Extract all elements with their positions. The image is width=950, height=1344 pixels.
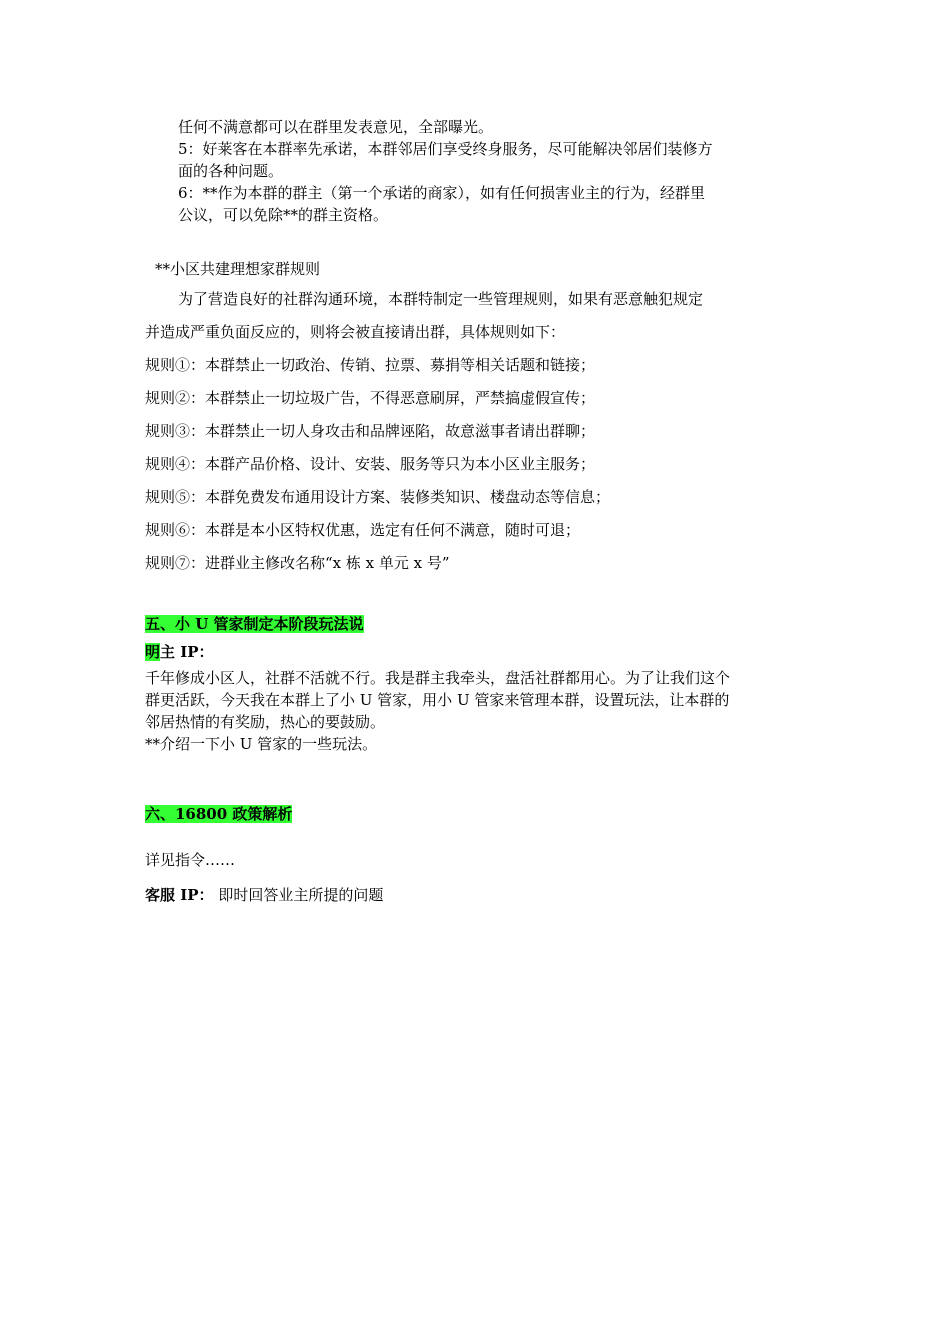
section-5-heading [145,613,364,635]
rule-item-7: 规则⑦：进群业主修改名称“x 栋 x 单元 x 号” [145,554,450,572]
rule-item-3: 规则③：本群禁止一切人身攻击和品牌诬陷，故意滋事者请出群聊； [145,422,596,440]
section-5-heading-text: 五、小 U 管家制定本阶段玩法说 [145,615,364,633]
item-5-line-1: 5：好莱客在本群率先承诺，本群邻居们享受终身服务，尽可能解决邻居们装修方 [178,140,713,158]
section-5-para-line-3: 邻居热情的有奖励，热心的要鼓励。 [145,713,386,731]
rules-intro-line-1: 为了营造良好的社群沟通环境，本群特制定一些管理规则，如果有恶意触犯规定 [178,290,704,308]
rules-intro-line-2: 并造成严重负面反应的，则将会被直接请出群，具体规则如下： [145,323,566,341]
item-5-line-2: 面的各种问题。 [178,162,284,180]
section-5-para-line-2: 群更活跃，今天我在本群上了小 U 管家，用小 U 管家来管理本群，设置玩法，让本群的 [145,691,730,709]
section-5-label [145,641,214,663]
section-6-heading-text: 六、16800 政策解析 [145,805,293,823]
section-5-label-rest: 主 IP： [160,643,214,661]
item-6-line-2: 公议，可以免除**的群主资格。 [178,206,389,224]
section-6-heading [145,803,292,825]
rule-item-6: 规则⑥：本群是本小区特权优惠，选定有任何不满意，随时可退； [145,521,581,539]
text-line: 任何不满意都可以在群里发表意见，全部曝光。 [178,118,494,136]
section-5-para-line-4: **介绍一下小 U 管家的一些玩法。 [145,735,378,753]
rule-item-2: 规则②：本群禁止一切垃圾广告，不得恶意刷屏，严禁搞虚假宣传； [145,389,596,407]
rules-title: **小区共建理想家群规则 [155,260,321,278]
service-label: 客服 IP： [145,886,214,904]
section-5-label-highlight: 明 [145,643,161,661]
rule-item-4: 规则④：本群产品价格、设计、安装、服务等只为本小区业主服务； [145,455,596,473]
rule-item-5: 规则⑤：本群免费发布通用设计方案、装修类知识、楼盘动态等信息； [145,488,611,506]
section-5-para-line-1: 千年修成小区人，社群不活就不行。我是群主我牵头，盘活社群都用心。为了让我们这个 [145,669,731,687]
service-text: 即时回答业主所提的问题 [218,886,384,904]
rule-item-1: 规则①：本群禁止一切政治、传销、拉票、募捐等相关话题和链接； [145,356,596,374]
item-6-line-1: 6：**作为本群的群主（第一个承诺的商家），如有任何损害业主的行为，经群里 [178,184,706,202]
section-6-detail: 详见指令…… [145,851,236,869]
section-6-service [145,884,383,906]
